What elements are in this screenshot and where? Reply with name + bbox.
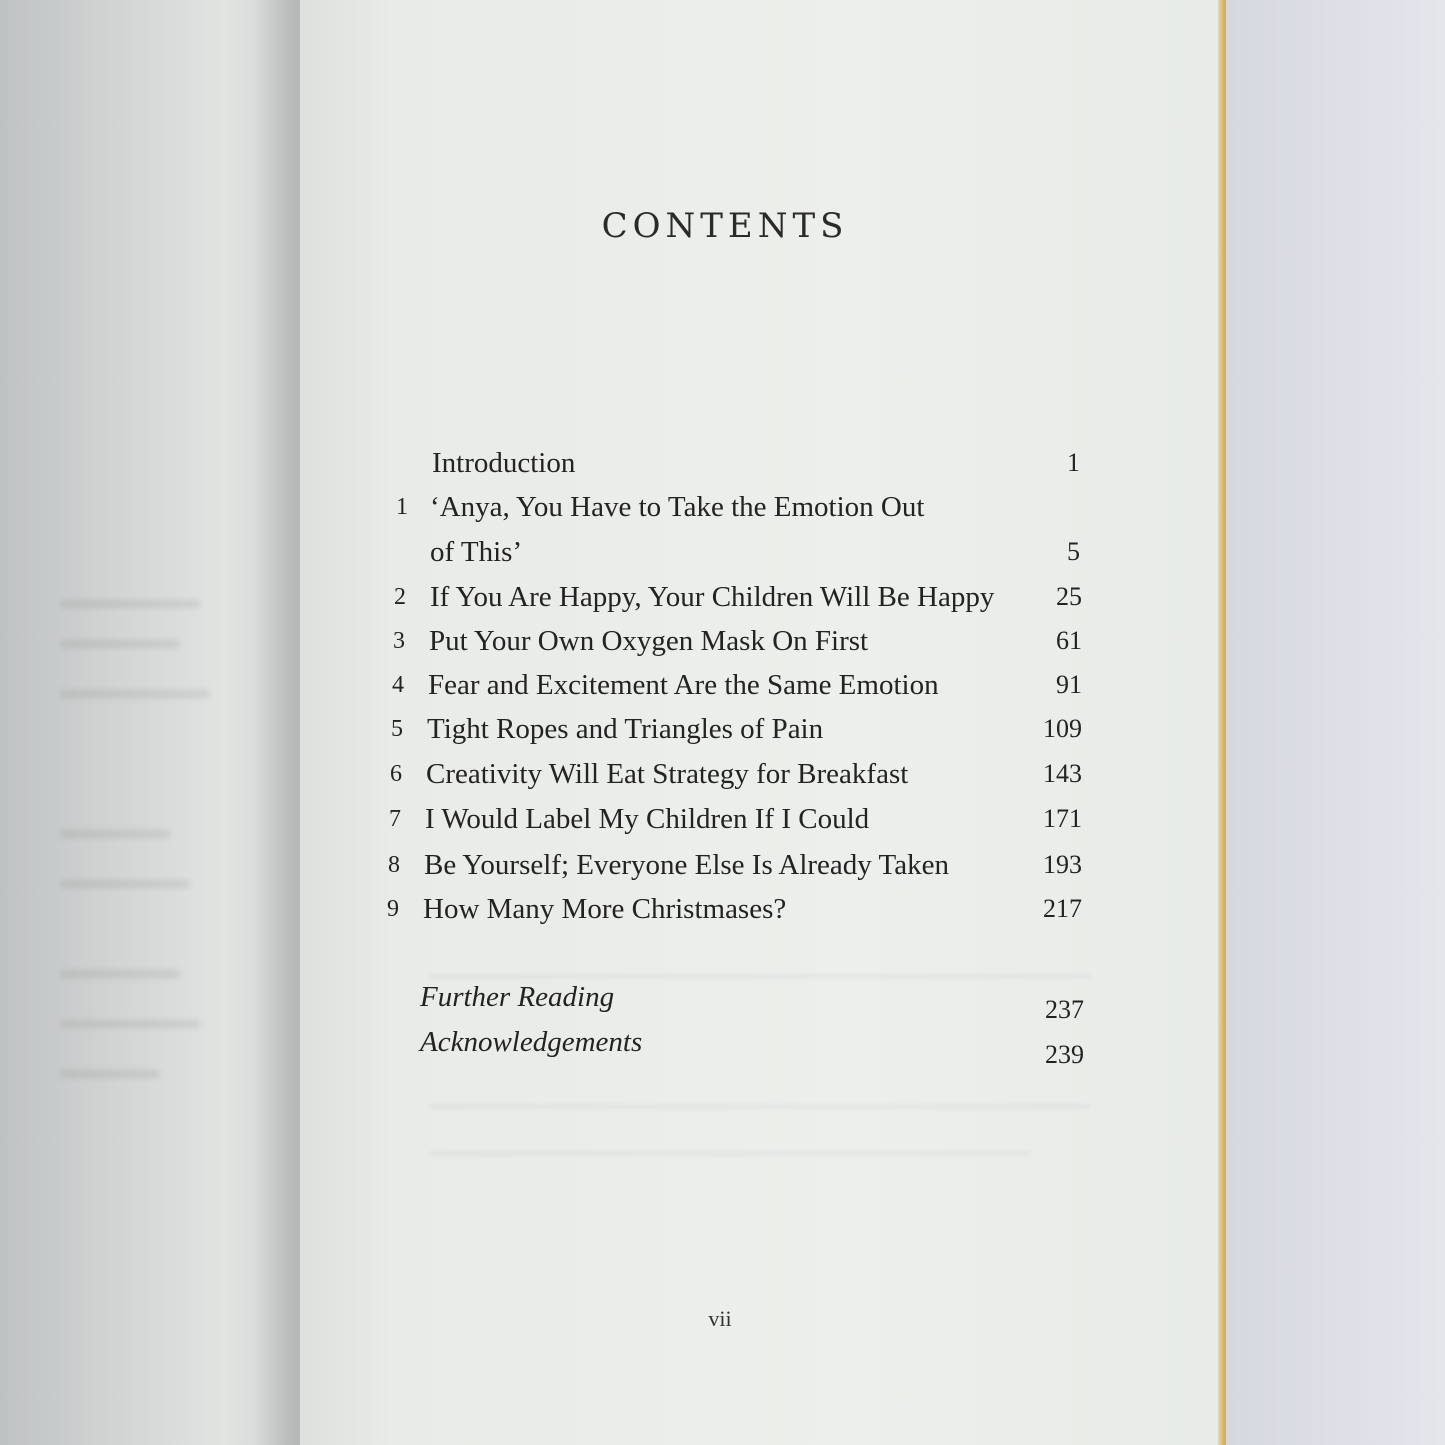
toc-entry-page: 61 — [1056, 626, 1082, 655]
toc-entry-chapter-9 — [381, 889, 1081, 929]
bleed-through — [430, 1152, 1030, 1155]
toc-entry-number: 6 — [390, 761, 402, 787]
toc-entry-label: Be Yourself; Everyone Else Is Already Taken — [424, 849, 949, 881]
toc-entry-chapter-6 — [384, 754, 1084, 794]
toc-entry-page: 1 — [1067, 448, 1080, 477]
toc-entry-page: 143 — [1043, 759, 1082, 788]
toc-entry-chapter-8 — [382, 845, 1082, 885]
toc-entry-label: I Would Label My Children If I Could — [425, 803, 870, 835]
toc-entry-number: 9 — [387, 896, 399, 922]
blurred-text-line — [60, 640, 180, 648]
toc-entry-label: How Many More Christmases? — [423, 893, 787, 925]
toc-entry-page: 25 — [1056, 582, 1082, 611]
toc-entry-number: 3 — [393, 628, 405, 654]
toc-entry-page: 239 — [1045, 1040, 1084, 1069]
blurred-text-line — [60, 690, 210, 698]
toc-entry-introduction — [390, 443, 1090, 483]
toc-entry-number: 5 — [391, 716, 403, 742]
toc-entry-chapter-4 — [386, 665, 1086, 705]
toc-entry-label: Introduction — [432, 447, 576, 479]
blurred-text-line — [60, 880, 190, 888]
toc-entry-page: 171 — [1043, 804, 1082, 833]
toc-entry-label: Acknowledgements — [420, 1026, 643, 1058]
toc-entry-number: 4 — [392, 672, 404, 698]
toc-entry-label: Fear and Excitement Are the Same Emotion — [428, 669, 939, 701]
toc-entry-label: Creativity Will Eat Strategy for Breakfast — [426, 758, 909, 790]
toc-entry-label: Further Reading — [420, 981, 615, 1013]
bleed-through — [430, 1105, 1090, 1108]
page-title: CONTENTS — [601, 206, 849, 246]
toc-entry-number: 1 — [396, 494, 408, 520]
blurred-text-line — [60, 1020, 200, 1028]
toc-entry-acknowledgements — [380, 1022, 1084, 1069]
toc-entry-further-reading — [380, 977, 1084, 1024]
toc-entry-label: Tight Ropes and Triangles of Pain — [427, 713, 824, 745]
toc-entry-label: Put Your Own Oxygen Mask On First — [429, 625, 869, 657]
toc-entry-chapter-5 — [385, 709, 1085, 749]
blurred-text-line — [60, 830, 170, 838]
toc-entry-label: ‘Anya, You Have to Take the Emotion Out — [430, 491, 925, 523]
toc-entry-page: 237 — [1045, 995, 1084, 1024]
toc-entry-chapter-1-continuation — [390, 532, 1090, 572]
toc-entry-number: 2 — [394, 584, 406, 610]
toc-entry-chapter-7 — [383, 799, 1083, 839]
blurred-text-line — [60, 600, 200, 608]
blurred-text-line — [60, 970, 180, 978]
page-folio: vii — [708, 1306, 732, 1331]
toc-entry-page: 217 — [1043, 894, 1082, 923]
toc-entry-number: 7 — [389, 806, 401, 832]
toc-entry-page: 91 — [1056, 670, 1082, 699]
background-surface — [1226, 0, 1445, 1445]
page-edge — [1218, 0, 1226, 1445]
toc-entry-page: 109 — [1043, 714, 1082, 743]
toc-entry-label-continuation: of This’ — [430, 536, 523, 568]
toc-entry-chapter-2 — [388, 577, 1088, 617]
toc-entry-number: 8 — [388, 852, 400, 878]
toc-entry-chapter-1 — [390, 487, 1090, 527]
toc-entry-chapter-3 — [387, 621, 1087, 661]
toc-entry-page: 193 — [1043, 850, 1082, 879]
blurred-text-line — [60, 1070, 160, 1078]
toc-entry-label: If You Are Happy, Your Children Will Be Happy — [430, 581, 995, 613]
toc-entry-page: 5 — [1067, 537, 1080, 566]
